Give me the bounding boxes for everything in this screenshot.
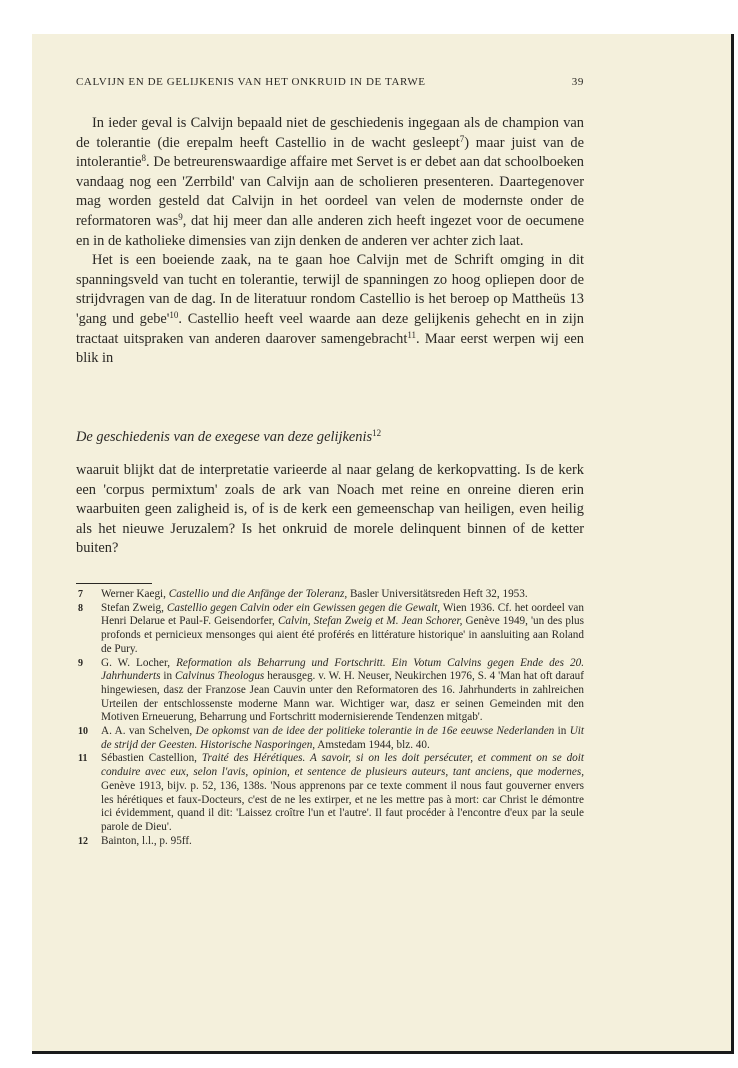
paragraph: In ieder geval is Calvijn bepaald niet de geschiedenis ingegaan als de champion van de tolerantie (die erepalm heeft Castellio in de wacht gesleept$^7$) maar juist van de intolerantie$^8$. De betreurenswaardige affaire met Servet is er debet aan dat schoolboeken vandaag nog een 'Zerrbild' van Calvijn aan de scholieren presenteren. Daartegenover mag worden gesteld dat Calvijn in het oordeel van velen de modernste onder de reformatoren was$^9$, dat hij meer dan alle anderen zich heeft ingezet voor de oecumene en in de katholieke dimensies van zijn denken de anderen ver achter zich laat. <box>76 115 584 249</box>
paragraph: Het is een boeiende zaak, na te gaan hoe Calvijn met de Schrift omging in dit spanningsveld van tucht en tolerantie, terwijl de spanningen zo hoog opliepen door de strijdvragen van de dag. In de literatuur rondom Castellio is het beroep op Mattheüs 13 'gang und $gebe'^{10}$. Castellio heeft veel waarde aan deze gelijkenis gehecht en in zijn tractaat uitspraken van anderen daarover samengebracht$^{11}$. Maar eerst werpen wij een blik in <box>76 252 585 367</box>
footnote-number: 8 <box>78 602 83 614</box>
footnote-number: 10 <box>78 726 88 738</box>
footnote-10: 10 A. A. van Schelven, De opkomst van de idee der politieke tolerantie in de 16e eeuwse Nederlanden in Uit de strijd der Geesten. Historische Nasporingen, Amstedam 1944, blz. 40. <box>78 725 585 751</box>
footnote-number: 11 <box>78 753 88 765</box>
footnotes <box>76 588 584 848</box>
footnote-11: 11 Sébastien Castellion, Traité des Hérétiques. A savoir, si on les doit persécuter, et comment on se doit conduire avec eux, selon l'avis, opinion, et sentence de plusieurs auteurs, tant anciens, que modernes, Genève 1913, bijv. p. 52, 136, 138s. 'Nous apprenons par ce texte comment il nous faut gouverner envers les hérétiques et faux-Docteurs, c'est de ne les extirper, et ne les mettre pas à mort: car Christ le démontre ici évidemment, quand il dit: 'Laissez croître l'un et l'autre'. Il faut procéder à l'encontre d'eux par la seule parole de Dieu'. <box>78 752 584 833</box>
body-text-upper <box>76 114 584 369</box>
book-page <box>32 34 734 1054</box>
footnote-number: 7 <box>78 589 83 600</box>
footnote-divider <box>76 583 152 584</box>
footnote-number: 12 <box>78 835 88 847</box>
footnote-ref[interactable]: 10 <box>169 309 179 320</box>
footnote-ref[interactable]: 7 <box>459 133 465 144</box>
body-text-lower <box>76 461 584 559</box>
footnote-7: 7 Werner Kaegi, Castellio und die Anfänge der Toleranz, Basler Universitätsreden Heft 32, 1953. <box>78 588 528 600</box>
running-head <box>76 76 584 88</box>
paragraph: waaruit blijkt dat de interpretatie varieerde al naar gelang de kerkopvatting. Is de kerk een 'corpus permixtum' zoals de ark van Noach met reine en onreine dieren erin waarbuiten geen zaligheid is, of is de kerk een gemeenschap van heiligen, even heilig als het nieuwe Jeruzalem? Is het onkruid de morele delinquent binnen of de ketter buiten? <box>76 462 584 557</box>
footnote-ref[interactable]: 12 <box>372 428 382 438</box>
footnote-9: 9 G. W. Locher, Reformation als Beharrung und Fortschritt. Ein Votum Calvins gegen Ende des 20. Jahrhunderts in Calvinus Theologus herausgeg. v. W. H. Neuser, Neukirchen 1976, S. 4 'Man hat oft darauf hingewiesen, dasz der Franzose Jean Cauvin unter den Reformatoren des 16. Jahrhunderts in zahlreichen Urteilen der entschlossenste moderne Mann war. Wichtiger war, dasz er seinen Gemeinden mit den Motiven Erneuerung, Beharrung und Fortschritt modernisierende Tendenzen mitgab'. <box>78 656 585 724</box>
footnote-8: 8 Stefan Zweig, Castellio gegen Calvin oder ein Gewissen gegen die Gewalt, Wien 1936. Cf. het oordeel van Henri Delarue et Paul-F. Geisendorfer, Calvin, Stefan Zweig et M. Jean Schorer, Genève 1949, 'un des plus profonds et pernicieux mensonges qui aient été proférés en littérature historique' in aansluiting aan Roland de Pury. <box>78 601 585 655</box>
footnote-ref[interactable]: 8 <box>141 153 147 164</box>
footnote-ref[interactable]: 9 <box>178 211 183 222</box>
section-heading: De geschiedenis van de exegese van deze gelijkenis$^{12}$ <box>76 428 382 445</box>
footnote-12: 12 Bainton, l.l., p. 95ff. <box>78 834 192 847</box>
footnote-ref[interactable]: 11 <box>407 329 417 340</box>
running-title: CALVIJN EN DE GELIJKENIS VAN HET ONKRUID IN DE TARWE <box>76 76 426 88</box>
footnote-number: 9 <box>78 657 83 669</box>
page-number: 39 <box>571 76 584 88</box>
